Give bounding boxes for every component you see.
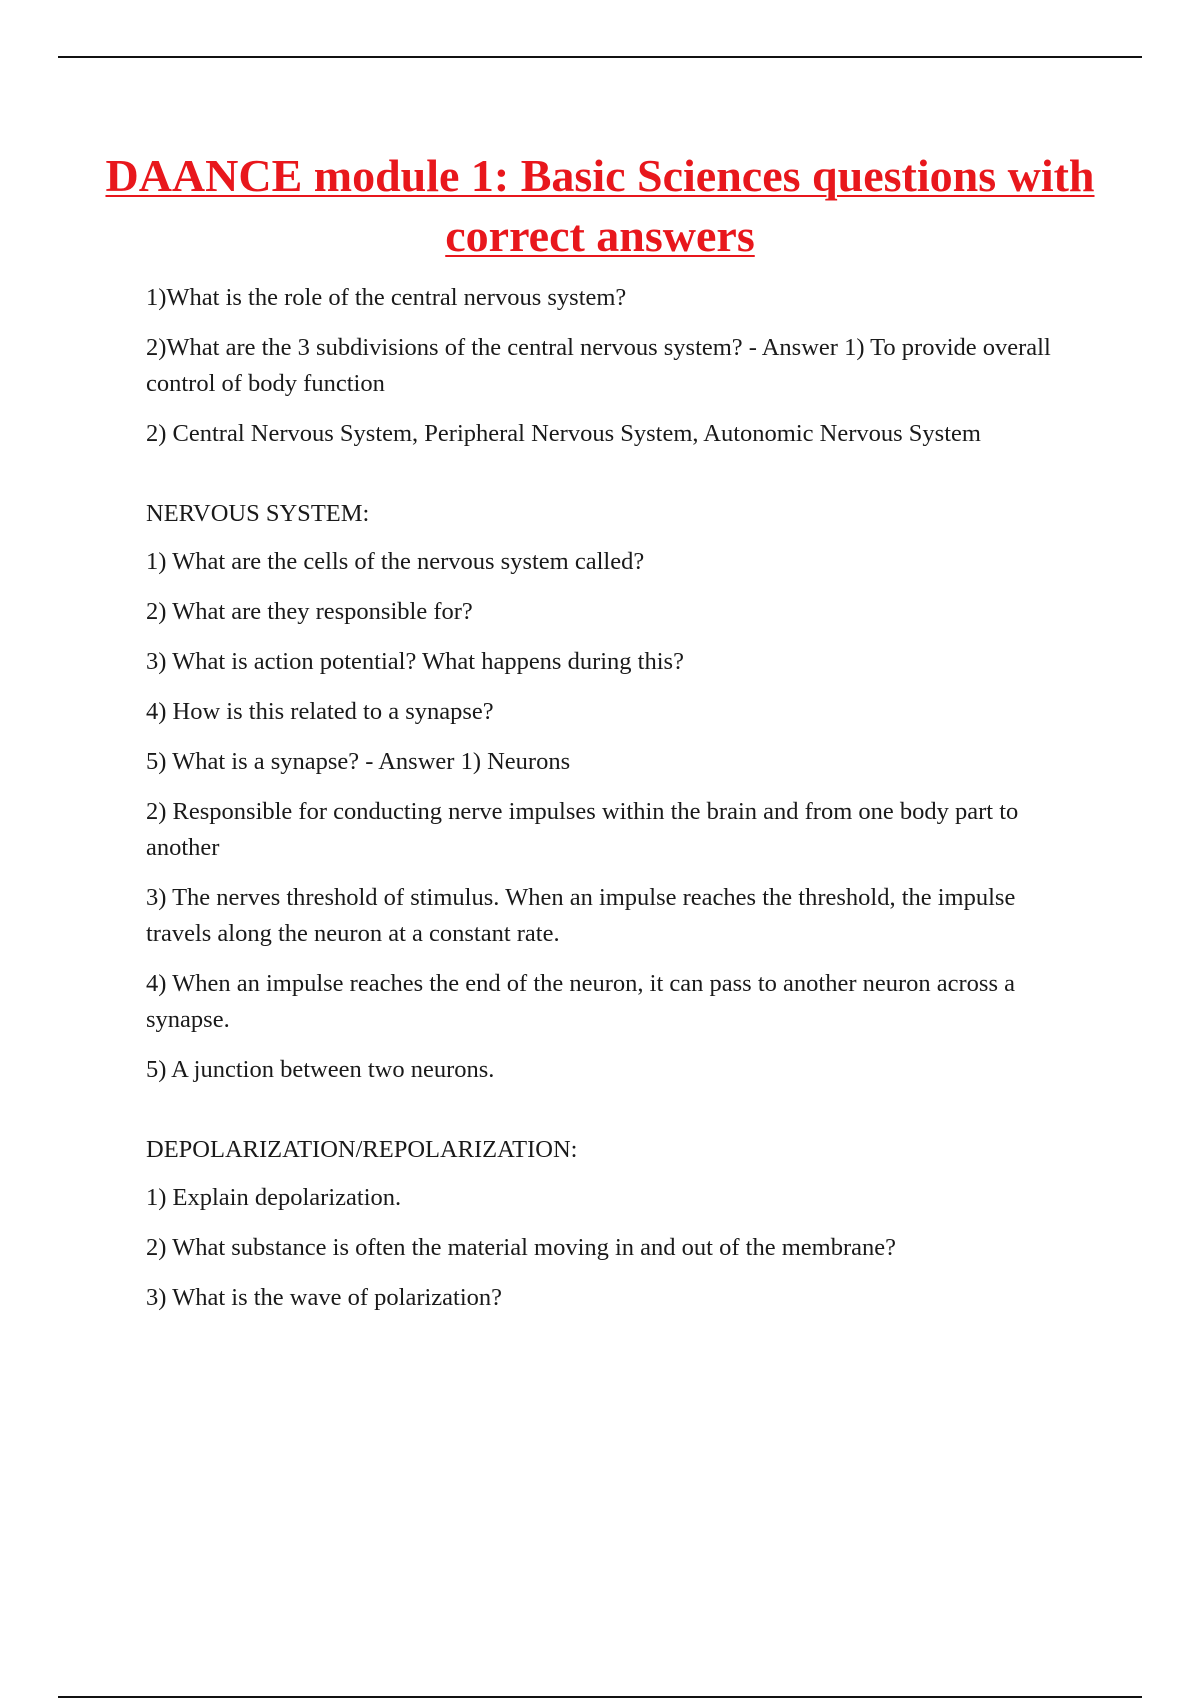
nervous-item: 1) What are the cells of the nervous system called? xyxy=(146,548,645,575)
depolarization-item: 2) What substance is often the material moving in and out of the membrane? xyxy=(146,1234,896,1261)
section-heading-depolarization: DEPOLARIZATION/REPOLARIZATION: xyxy=(146,1136,578,1163)
top-divider xyxy=(58,56,1142,58)
nervous-item: 3) The nerves threshold of stimulus. When an impulse reaches the threshold, the impulse travels along the neuron at a constant rate. xyxy=(146,884,1016,947)
section-heading-nervous-system: NERVOUS SYSTEM: xyxy=(146,500,370,527)
nervous-item: 3) What is action potential? What happens during this? xyxy=(146,648,684,675)
document-body xyxy=(146,280,1086,1330)
nervous-item: 5) What is a synapse? - Answer 1) Neurons xyxy=(146,748,571,775)
bottom-divider xyxy=(58,1696,1142,1698)
nervous-item: 2) Responsible for conducting nerve impulses within the brain and from one body part to another xyxy=(146,798,1019,861)
nervous-item: 5) A junction between two neurons. xyxy=(146,1056,495,1083)
depolarization-item: 1) Explain depolarization. xyxy=(146,1184,402,1211)
intro-question-1: 1)What is the role of the central nervous system? xyxy=(146,284,627,311)
nervous-item: 2) What are they responsible for? xyxy=(146,598,473,625)
intro-question-2: 2)What are the 3 subdivisions of the central nervous system? - Answer 1) To provide overall control of body function xyxy=(146,334,1051,397)
nervous-item: 4) How is this related to a synapse? xyxy=(146,698,494,725)
depolarization-item: 3) What is the wave of polarization? xyxy=(146,1284,503,1311)
nervous-item: 4) When an impulse reaches the end of the neuron, it can pass to another neuron across a synapse. xyxy=(146,970,1015,1033)
document-title: DAANCE module 1: Basic Sciences questions with correct answers xyxy=(105,150,1095,261)
intro-answer-2: 2) Central Nervous System, Peripheral Nervous System, Autonomic Nervous System xyxy=(146,420,981,447)
